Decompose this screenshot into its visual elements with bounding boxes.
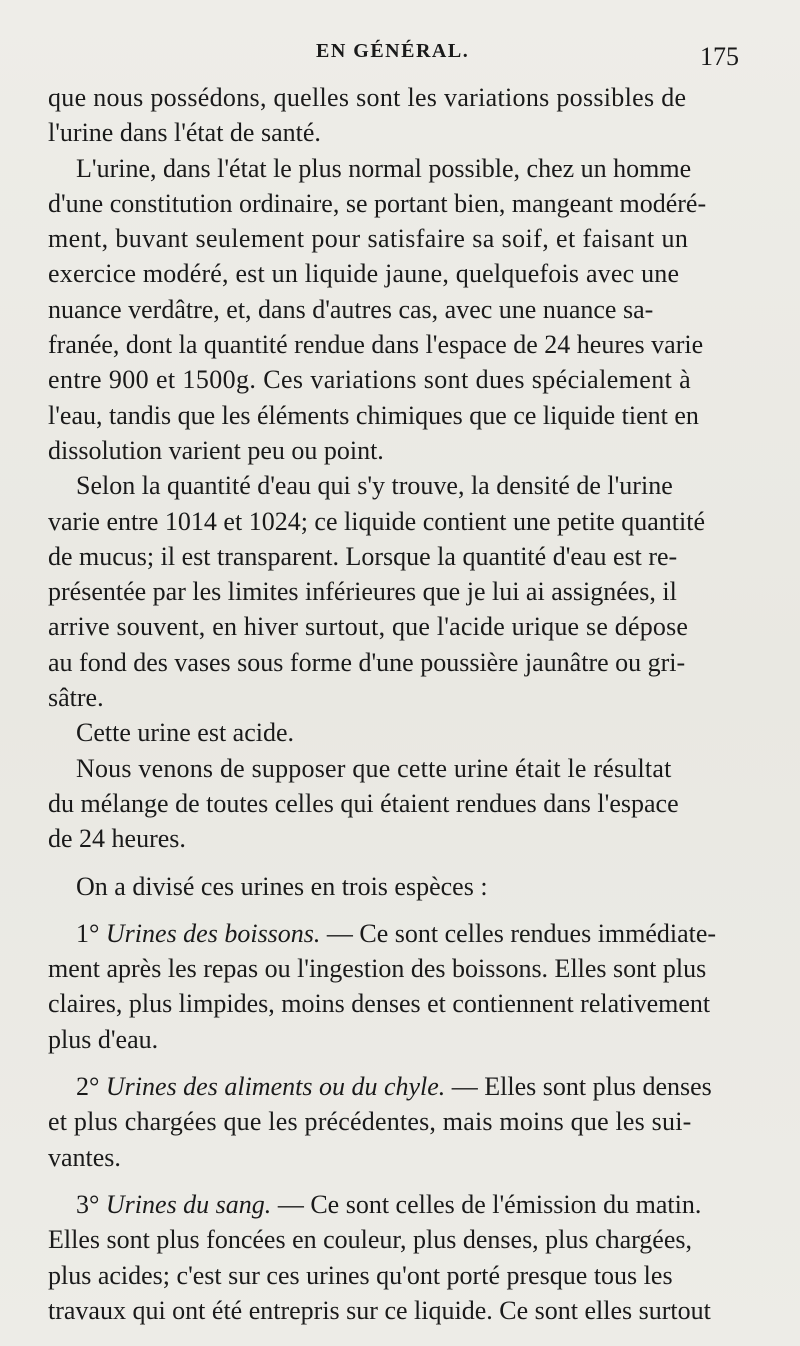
text-line: d'une constitution ordinaire, se portant bien, mangeant modéré-: [48, 188, 707, 218]
text-line: dissolution varient peu ou point.: [48, 435, 384, 465]
list-item-1: [48, 916, 756, 951]
text-line: arrive souvent, en hiver surtout, que l'acide urique se dépose: [48, 612, 689, 642]
list-item-text: Elles sont plus denses: [484, 1072, 712, 1102]
text-line: et plus chargées que les précédentes, mais moins que les sui-: [48, 1107, 692, 1137]
text-line: varie entre 1014 et 1024; ce liquide contient une petite quantité: [48, 506, 705, 536]
list-item-3: [48, 1187, 756, 1222]
text-line: que nous possédons, quelles sont les variations possibles de: [48, 83, 687, 112]
list-item-2: [48, 1069, 756, 1104]
list-item-number: 3°: [76, 1189, 100, 1219]
list-item-number: 2°: [76, 1072, 100, 1102]
text-line: Nous venons de supposer que cette urine était le résultat: [76, 753, 672, 783]
text-line: Cette urine est acide.: [76, 718, 295, 748]
text-line: l'eau, tandis que les éléments chimiques que ce liquide tient en: [48, 400, 699, 430]
text-line: travaux qui ont été entrepris sur ce liquide. Ce sont elles surtout: [48, 1295, 711, 1325]
list-item-number: 1°: [76, 918, 100, 948]
text-line: de mucus; il est transparent. Lorsque la quantité d'eau est re-: [48, 541, 678, 571]
text-line: l'urine dans l'état de santé.: [48, 118, 321, 148]
page-number: 175: [700, 42, 739, 71]
text-line: nuance verdâtre, et, dans d'autres cas, avec une nuance sa-: [48, 294, 654, 324]
list-item-text: Ce sont celles rendues immédiate-: [359, 918, 717, 948]
list-item-title: Urines des boissons.: [105, 918, 321, 948]
text-line: ment, buvant seulement pour satisfaire sa soif, et faisant un: [48, 224, 689, 254]
text-line: présentée par les limites inférieures que je lui ai assignées, il: [48, 577, 677, 607]
running-head: EN GÉNÉRAL.: [316, 40, 470, 62]
text-line: entre 900 et 1500g. Ces variations sont dues spécialement à: [48, 365, 692, 395]
text-line: Selon la quantité d'eau qui s'y trouve, la densité de l'urine: [76, 471, 673, 501]
body-text: [48, 80, 756, 1328]
list-item-dash: —: [277, 1189, 304, 1219]
text-line: ment après les repas ou l'ingestion des boissons. Elles sont plus: [48, 954, 707, 984]
text-line: exercice modéré, est un liquide jaune, quelquefois avec une: [48, 259, 680, 289]
text-line: franée, dont la quantité rendue dans l'espace de 24 heures varie: [48, 330, 704, 360]
text-line: du mélange de toutes celles qui étaient rendues dans l'espace: [48, 788, 679, 818]
list-item-title: Urines des aliments ou du chyle.: [105, 1072, 446, 1102]
text-line: plus d'eau.: [48, 1024, 159, 1054]
text-line: On a divisé ces urines en trois espèces :: [76, 871, 488, 901]
text-line: sâtre.: [48, 683, 104, 713]
list-item-dash: —: [451, 1072, 478, 1102]
text-line: Elles sont plus foncées en couleur, plus denses, plus chargées,: [48, 1225, 692, 1255]
text-line: de 24 heures.: [48, 824, 186, 854]
text-line: L'urine, dans l'état le plus normal possible, chez un homme: [76, 153, 692, 183]
list-item-text: Ce sont celles de l'émission du matin.: [310, 1189, 702, 1219]
text-line: claires, plus limpides, moins denses et contiennent relativement: [48, 989, 711, 1019]
text-line: au fond des vases sous forme d'une poussière jaunâtre ou gri-: [48, 647, 686, 677]
list-item-dash: —: [326, 918, 353, 948]
text-line: plus acides; c'est sur ces urines qu'ont porté presque tous les: [48, 1260, 673, 1290]
page-header: [0, 38, 800, 78]
list-item-title: Urines du sang.: [105, 1189, 272, 1219]
text-line: vantes.: [48, 1142, 121, 1172]
